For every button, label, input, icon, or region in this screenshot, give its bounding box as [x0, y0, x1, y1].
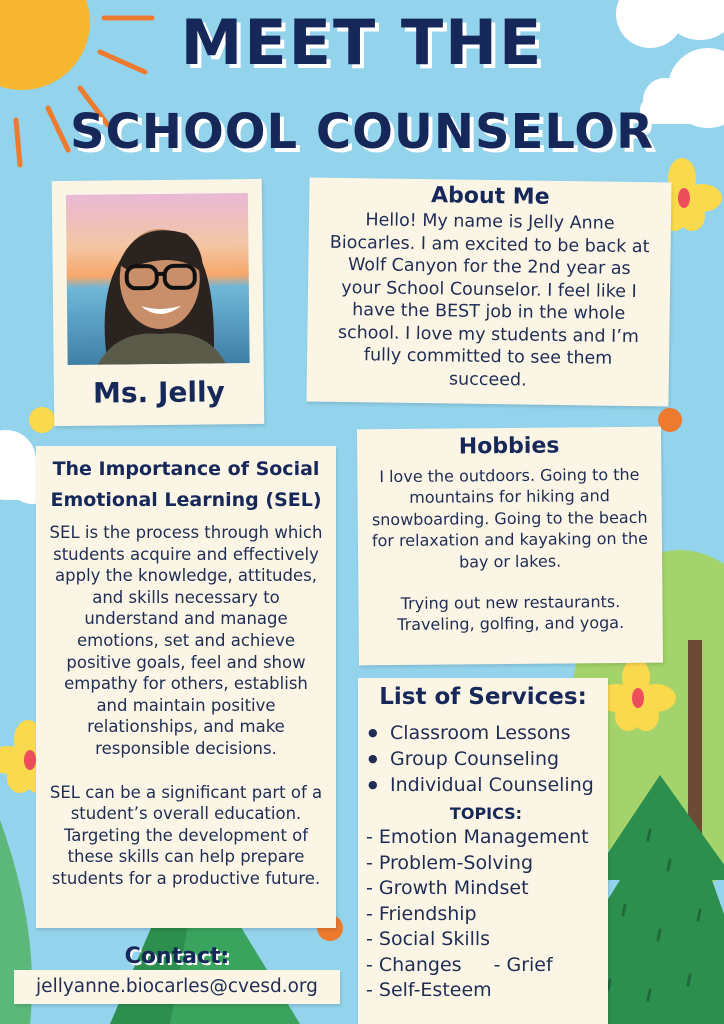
topic-item-grief: - Grief [493, 953, 553, 976]
title-line-2: SCHOOL COUNSELOR [69, 104, 655, 160]
contact-card [14, 970, 340, 1004]
contact-heading: Contact: [124, 944, 230, 969]
topic-item: - Self-Esteem [366, 979, 492, 1001]
topic-item-changes: - Changes [366, 953, 462, 976]
about-card [306, 177, 671, 406]
about-heading: About Me [430, 183, 550, 210]
topics-list [358, 823, 608, 1004]
dot-icon [658, 408, 682, 432]
contact-email[interactable]: jellyanne.biocarles@cvesd.org [36, 976, 318, 997]
service-item: ● Classroom Lessons [368, 720, 608, 746]
sel-card [36, 446, 336, 928]
portrait-icon [66, 193, 250, 365]
about-text: Hello! My name is Jelly Anne Biocarles. I am excited to be back at Wolf Canyon for the 2nd year as your School Counselor. I feel like I have the BEST job in the whole school. I love my students and I’m fully committed to see them succeed. [329, 210, 650, 391]
profile-photo [66, 193, 250, 365]
topic-item: - Social Skills [366, 928, 491, 950]
hobbies-heading: Hobbies [458, 433, 560, 460]
counselor-name: Ms. Jelly [92, 375, 226, 410]
topic-item: - Emotion Management [366, 826, 589, 848]
services-list [358, 710, 608, 798]
services-heading: List of Services: [379, 684, 587, 710]
hobbies-paragraph-1: I love the outdoors. Going to the mountains for hiking and snowboarding. Going to the beach for relaxation and kayaking on the bay or lakes. [371, 464, 649, 572]
topic-item: - Friendship [366, 902, 477, 925]
topics-heading: TOPICS: [449, 804, 523, 823]
sel-heading: The Importance of Social Emotional Learning (SEL) [50, 458, 322, 511]
service-item: ● Group Counseling [368, 746, 608, 772]
hobbies-paragraph-2: Trying out new restaurants. Traveling, golfing, and yoga. [397, 592, 625, 635]
services-card [358, 678, 608, 1024]
sel-paragraph-2: SEL can be a significant part of a student’s overall education. Targeting the development of these skills can help prepare students for a productive future. [49, 782, 323, 888]
title-line-1: MEET THE [180, 6, 544, 79]
hobbies-card [357, 427, 663, 666]
dot-icon [29, 407, 55, 433]
sel-paragraph-1: SEL is the process through which students acquire and effectively apply the knowledge, attitudes, and skills necessary to understand and manage emotions, set and achieve positive goals, feel and show empathy for others, establish and maintain positive relationships, and make responsible decisions. [49, 523, 323, 758]
topic-item: - Problem-Solving [366, 851, 534, 874]
photo-card [52, 179, 265, 426]
topic-item [366, 953, 608, 979]
service-item: ● Individual Counseling [368, 772, 608, 798]
topic-item: - Growth Mindset [366, 877, 529, 899]
